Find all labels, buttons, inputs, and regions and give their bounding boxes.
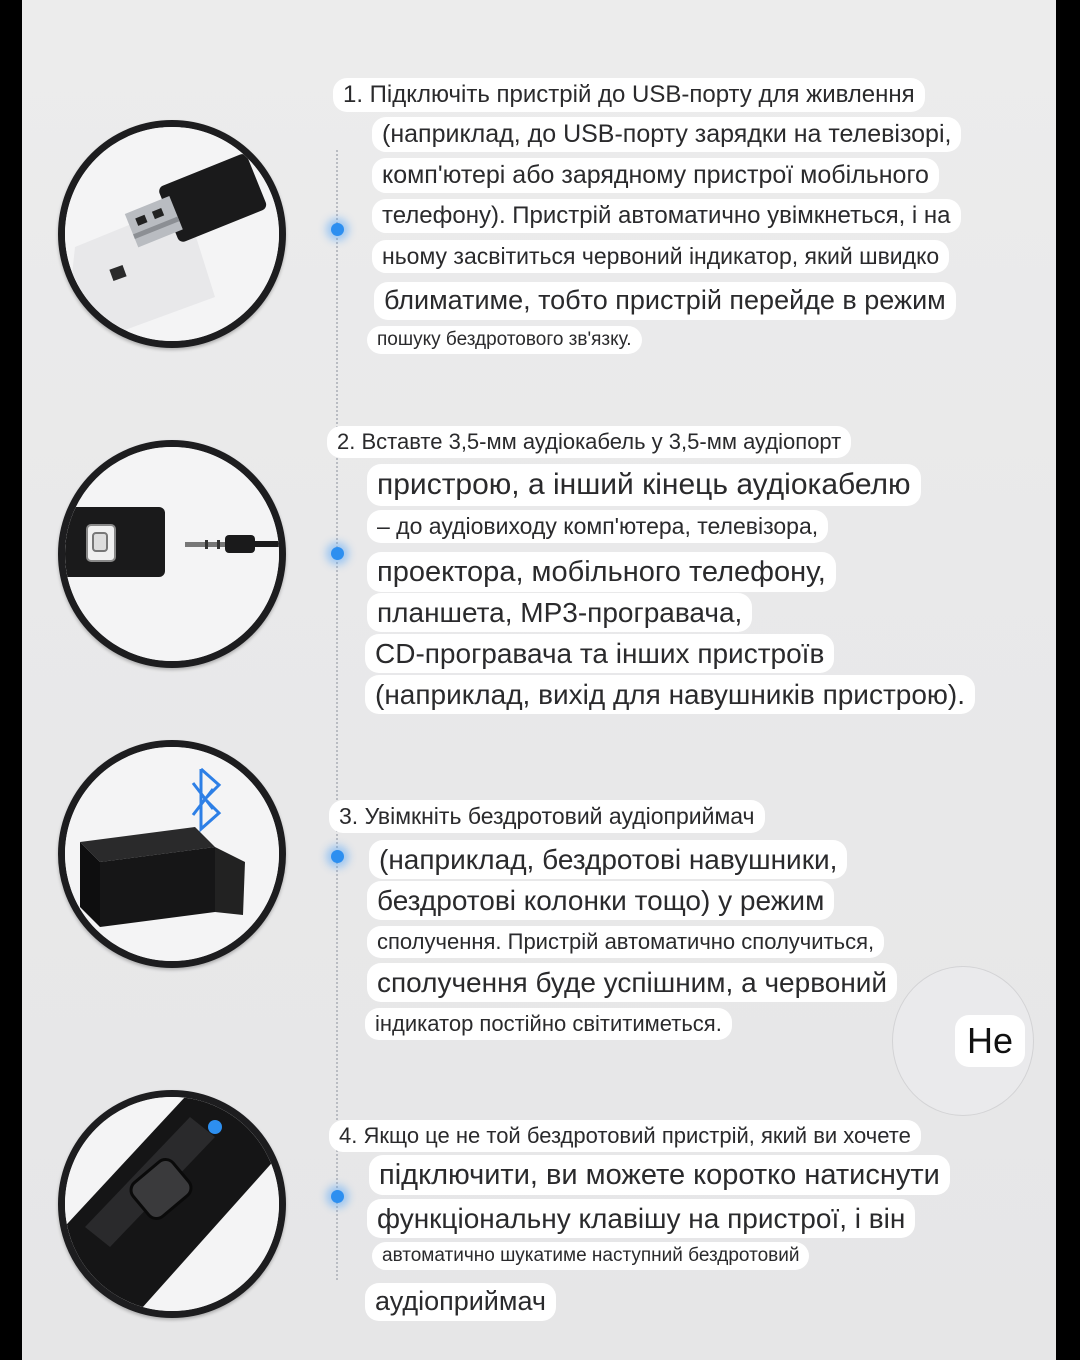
step4-line-4: автоматично шукатиме наступний бездротовий bbox=[372, 1242, 809, 1270]
step3-line-1: 3. Увімкніть бездротовий аудіоприймач bbox=[329, 800, 765, 833]
step3-bluetooth-device-image bbox=[58, 740, 286, 968]
step1-line-2: (наприклад, до USB-порту зарядки на телевізорі, bbox=[372, 117, 961, 152]
step2-line-5: планшета, MP3-програвача, bbox=[367, 593, 752, 632]
step1-line-4: телефону). Пристрій автоматично увімкнеться, і на bbox=[372, 199, 961, 233]
bluetooth-icon bbox=[65, 747, 279, 961]
step1-line-1: 1. Підключіть пристрій до USB-порту для живлення bbox=[333, 78, 925, 112]
usb-dongle-icon bbox=[65, 127, 279, 341]
timeline-dot-2 bbox=[331, 547, 344, 560]
step4-line-2: підключити, ви можете коротко натиснути bbox=[369, 1155, 950, 1195]
timeline-dot-3 bbox=[331, 850, 344, 863]
step1-line-7: пошуку бездротового зв'язку. bbox=[367, 326, 642, 354]
step3-line-6: індикатор постійно світитиметься. bbox=[365, 1008, 732, 1040]
step3-line-2: (наприклад, бездротові навушники, bbox=[369, 840, 847, 879]
step4-line-5: аудіоприймач bbox=[365, 1283, 556, 1321]
step2-line-6: CD-програвача та інших пристроїв bbox=[365, 634, 834, 673]
step2-line-2: пристрою, а інший кінець аудіокабелю bbox=[367, 464, 921, 506]
step3-line-3: бездротові колонки тощо) у режим bbox=[367, 881, 834, 920]
step2-line-7: (наприклад, вихід для навушників пристрою). bbox=[365, 675, 975, 714]
step2-line-3: – до аудіовиходу комп'ютера, телевізора, bbox=[367, 510, 828, 543]
step4-function-button-image bbox=[58, 1090, 286, 1318]
step1-usb-dongle-image bbox=[58, 120, 286, 348]
timeline-dot-1 bbox=[331, 223, 344, 236]
step1-line-6: блиматиме, тобто пристрій перейде в режим bbox=[374, 282, 956, 320]
translate-bubble-label[interactable]: Не bbox=[955, 1015, 1025, 1067]
step2-audio-jack-image bbox=[58, 440, 286, 668]
step4-line-1: 4. Якщо це не той бездротовий пристрій, який ви хочете bbox=[329, 1120, 921, 1152]
step3-line-4: сполучення. Пристрій автоматично сполучиться, bbox=[367, 926, 884, 958]
step1-line-5: ньому засвітиться червоний індикатор, який швидко bbox=[372, 240, 949, 273]
step2-line-4: проектора, мобільного телефону, bbox=[367, 552, 836, 592]
step4-line-3: функціональну клавішу на пристрої, і він bbox=[367, 1199, 915, 1238]
step2-line-1: 2. Вставте 3,5-мм аудіокабель у 3,5-мм аудіопорт bbox=[327, 426, 851, 458]
audio-jack-icon bbox=[65, 447, 279, 661]
instruction-panel bbox=[22, 0, 1056, 1360]
step3-line-5: сполучення буде успішним, а червоний bbox=[367, 963, 897, 1002]
function-button-icon bbox=[65, 1097, 279, 1311]
timeline-dot-4 bbox=[331, 1190, 344, 1203]
timeline-line bbox=[336, 150, 338, 1280]
step1-line-3: комп'ютері або зарядному пристрої мобільного bbox=[372, 158, 939, 193]
